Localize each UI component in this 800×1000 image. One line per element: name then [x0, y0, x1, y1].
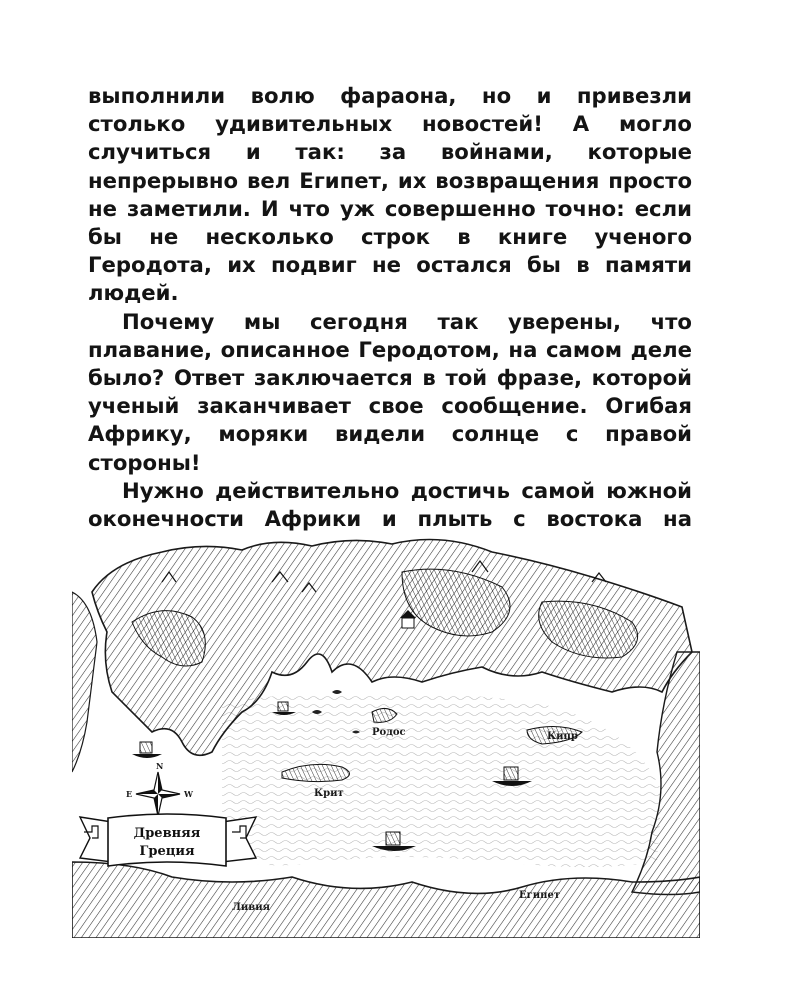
compass-e: E [126, 789, 133, 799]
ancient-greece-map [72, 532, 700, 938]
compass-w: W [184, 789, 193, 799]
compass-n: N [156, 761, 164, 771]
paragraph-3: Нужно действительно достичь самой южной оконечности Африки и плыть с востока на [88, 477, 692, 532]
banner-line-2: Греция [139, 844, 195, 859]
map-illustration [72, 532, 700, 938]
label-egipet: Египет [519, 890, 561, 901]
label-kipr: Кипр [547, 731, 578, 742]
label-krit: Крит [314, 788, 344, 799]
title-banner [80, 814, 256, 866]
paragraph-1: выполнили волю фараона, но и привезли столько удивительных новостей! А могло случиться и так: за войнами, которые непрерывно вел Египет, их возвращения просто не заметили. И что уж совершенно точно: если бы не несколько строк в книге ученого Геродота, их подвиг не остался бы в памяти людей. [88, 83, 692, 306]
label-rodos: Родос [372, 727, 406, 738]
banner-line-1: Древняя [133, 826, 201, 841]
paragraph-2: Почему мы сегодня так уверены, что плавание, описанное Геродотом, на самом деле было? Ответ заключается в той фразе, которой ученый заканчивает свое сообщение. Огибая Африку, моряки видели солнце с правой стороны! [88, 308, 692, 475]
label-liviya: Ливия [232, 902, 271, 913]
